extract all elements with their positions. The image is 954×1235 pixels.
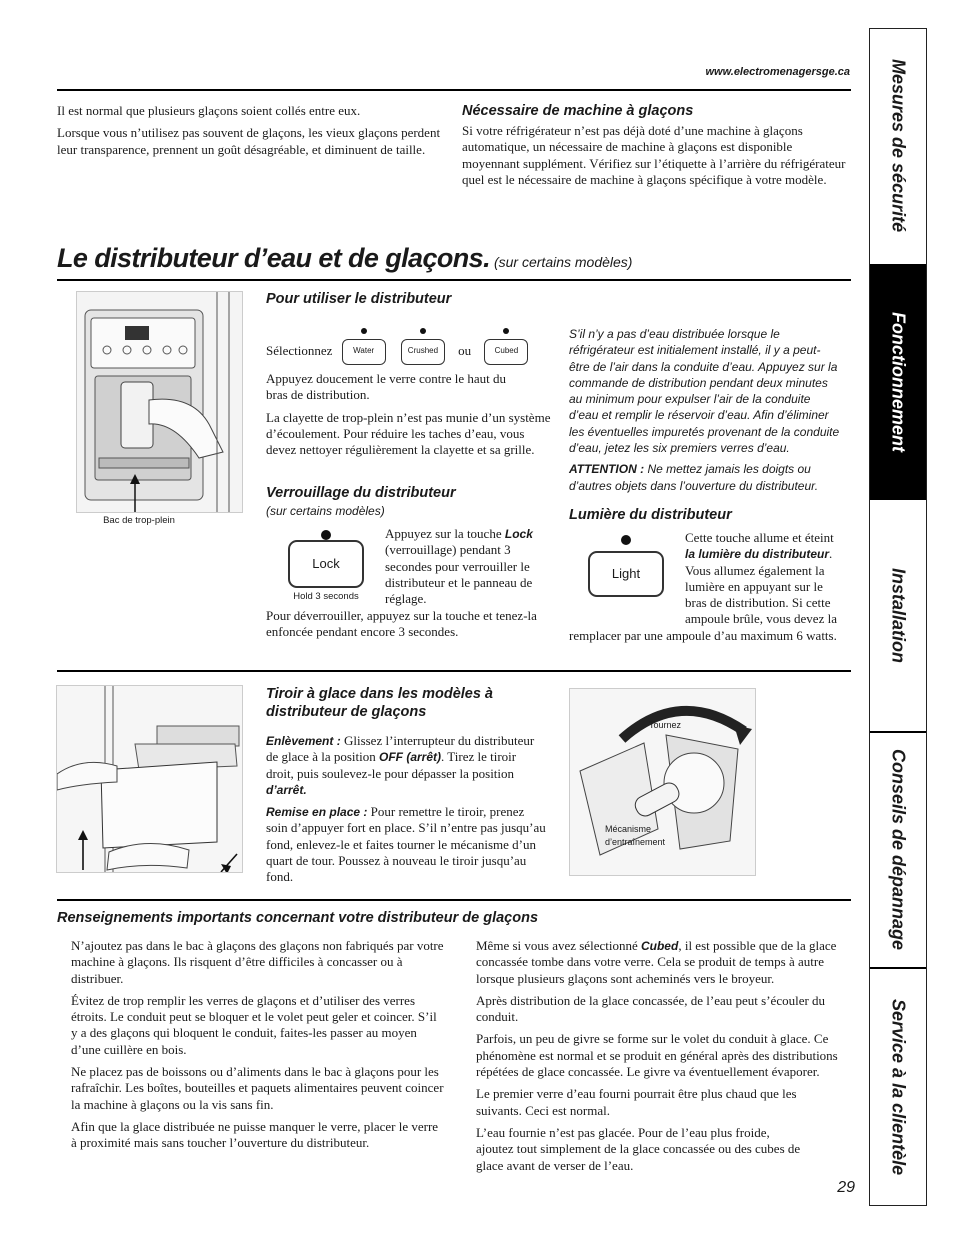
info-l4: Afin que la glace distribuée ne puisse manquer le verre, placer le verre à proximité mais sans toucher l’ouverture du distributeur. xyxy=(71,1118,439,1151)
icemaker-kit-text: Si votre réfrigérateur n’est pas déjà doté d’une machine à glaçons automatique, un nécessaire de machine à glaçons est disponible moyennant supplément. Vérifiez sur l’étiquette à l’arrière du réfrigérateur quel est le nécessaire de machine à glaçons spécifique à votre modèle. xyxy=(462,123,846,187)
info-r4: Le premier verre d’eau fourni pourrait être plus chaud que les suivants. Ceci est normal. xyxy=(476,1086,797,1118)
drawer-remove xyxy=(266,733,546,798)
tab-operation[interactable] xyxy=(870,264,926,500)
light-spacer xyxy=(569,530,685,612)
light-text xyxy=(569,530,844,644)
remove-t2: . Tirez le tiroir droit, puis soulevez-le pour dépasser la position xyxy=(266,749,517,781)
dispenser-drawing xyxy=(77,292,243,513)
info-r1 xyxy=(476,938,844,987)
header-rule xyxy=(57,89,851,91)
use-p2: La clayette de trop-plein n’est pas munie d’un système d’écoulement. Pour réduire les taches d’eau, vous devez nettoyer régulièrement la clayette et sa grille. xyxy=(266,409,551,458)
main-title-subtitle: (sur certains modèles) xyxy=(493,254,633,270)
lock-t-lock: Lock xyxy=(504,527,533,541)
title-rule xyxy=(57,279,851,281)
cubed-button[interactable] xyxy=(484,339,528,365)
info-r5: L’eau fournie n’est pas glacée. Pour de l’eau plus froide, ajoutez tout simplement de la glace concassée ou des cubes de glace avant de verser de l’eau. xyxy=(476,1124,801,1173)
light-instructions xyxy=(569,530,844,650)
lock-button-face xyxy=(288,540,364,588)
use-dispenser-heading: Pour utiliser le distributeur xyxy=(266,291,452,307)
note-air-in-line: S’il n’y a pas d’eau distribuée lorsque le réfrigérateur est initialement installé, il y a peut-être de l’air dans la conduite d’eau. Appuyez sur la commande de distribution pendant deux minutes au minimum pour expulser l’air de la conduite d’eau et remplir le réservoir d’eau. Afin d’éliminer les éventuelles impuretés provenant de la conduite d’eau, jetez les six premiers verres d’eau. xyxy=(569,327,840,456)
tab-installation[interactable] xyxy=(870,500,926,731)
important-info-heading: Renseignements importants concernant votre distributeur de glaçons xyxy=(57,910,539,926)
remove-label: Enlèvement : xyxy=(266,734,341,748)
info-r1-cubed: Cubed xyxy=(640,939,679,953)
ice-drawer-text xyxy=(266,733,546,892)
note-attention xyxy=(569,461,841,494)
section-rule-1 xyxy=(57,670,851,672)
select-label: Sélectionnez xyxy=(266,342,333,358)
tab-operation-label: Fonctionnement xyxy=(888,312,909,452)
or-label: ou xyxy=(458,342,472,358)
replace-text: Pour remettre le tiroir, prenez soin d’appuyer fort en place. S’il n’entre pas jusqu’au fond, enlevez-le et faites tourner le mécanisme d’un quart de tour. Poussez à nouveau le tiroir jusqu’au fond. xyxy=(266,804,546,885)
header-url: www.electromenagersge.ca xyxy=(705,66,850,78)
ice-drawer-drawing xyxy=(57,686,243,873)
mechanism-label-1: Mécanisme xyxy=(605,824,652,834)
light-t2: . Vous allumez également la lumière en appuyant sur le bras de distribution. Si cette ampoule brûle, vous devez la remplacer par une ampoule d’au maximum 6 watts. xyxy=(569,546,837,643)
remove-t1: Glissez l’interrupteur du distributeur de glace à la position xyxy=(266,733,535,765)
light-t-bold: la lumière du distributeur xyxy=(685,547,830,562)
info-l3: Ne placez pas de boissons ou d’aliments dans le bac à glaçons pour les rafraîchir. Les boîtes, bouteilles et paquets alimentaires peuvent coincer la machine à glaçons ou la vis sans fin. xyxy=(71,1064,444,1112)
ice-drawer-heading: Tiroir à glace dans les modèles à distributeur de glaçons xyxy=(266,686,494,720)
tab-safety[interactable] xyxy=(870,29,926,263)
icemaker-kit-section xyxy=(462,102,847,194)
drawer-replace xyxy=(266,804,546,885)
water-indicator-icon xyxy=(361,328,367,334)
mechanism-label xyxy=(605,823,665,849)
light-heading: Lumière du distributeur xyxy=(569,507,732,523)
lock-p2: Pour déverrouiller, appuyez sur la touche et tenez-la enfoncée pendant encore 3 secondes. xyxy=(266,608,537,640)
dispenser-illustration xyxy=(76,291,243,513)
page-number: 29 xyxy=(837,1179,855,1196)
tab-troubleshooting-label: Conseils de dépannage xyxy=(888,749,909,951)
lock-subheading: (sur certains modèles) xyxy=(266,504,385,518)
attention-label: ATTENTION : xyxy=(569,462,645,477)
use-dispenser-text xyxy=(266,371,551,464)
main-title-text: Le distributeur d’eau et de glaçons. xyxy=(57,243,490,273)
replace-label: Remise en place : xyxy=(266,805,368,820)
attention-text: Ne mettez jamais les doigts ou d’autres objets dans l’ouverture du distributeur. xyxy=(569,462,819,493)
use-p1: Appuyez doucement le verre contre le haut du bras de distribution. xyxy=(266,371,507,403)
info-r1-c: , il est possible que de la glace concassée tombe dans votre verre. Cela se produit de temps à autre lorsque plusieurs glaçons sont acheminés vers le broyeur. xyxy=(476,938,837,986)
ice-drawer-illustration xyxy=(56,685,243,873)
tab-customer-service-label: Service à la clientèle xyxy=(888,998,909,1176)
cubed-button-label: Cubed xyxy=(494,346,519,355)
light-t1: Cette touche allume et éteint xyxy=(685,530,834,545)
section-rule-2 xyxy=(57,899,851,901)
lock-indicator-icon xyxy=(321,530,331,540)
unlock-instructions xyxy=(266,608,551,647)
light-button-label: Light xyxy=(611,566,641,581)
lock-heading: Verrouillage du distributeur xyxy=(266,485,456,501)
main-title xyxy=(57,243,851,274)
lock-hold-label: Hold 3 seconds xyxy=(293,591,359,602)
lock-t1: Appuyez sur la touche xyxy=(385,526,505,541)
important-info-right xyxy=(476,938,844,1180)
top-left-p1: Il est normal que plusieurs glaçons soient collés entre eux. xyxy=(57,103,361,118)
lock-button[interactable] xyxy=(286,530,368,588)
top-left-text xyxy=(57,103,442,164)
tab-installation-label: Installation xyxy=(888,567,909,663)
note-section xyxy=(569,326,841,494)
info-r2: Après distribution de la glace concassée, de l’eau peut s’écouler du conduit. xyxy=(476,992,826,1025)
lock-t2: (verrouillage) pendant 3 secondes pour verrouiller le distributeur et le panneau de réglage. xyxy=(385,542,533,607)
overflow-tray-caption: Bac de trop-plein xyxy=(103,515,175,526)
tab-customer-service[interactable] xyxy=(870,969,926,1205)
water-button[interactable] xyxy=(342,339,386,365)
remove-off: OFF (arrêt) xyxy=(379,750,442,765)
remove-stop: d’arrêt. xyxy=(266,782,307,797)
lock-instructions xyxy=(385,526,542,613)
mechanism-label-2: d’entraînement xyxy=(605,837,666,847)
info-r1-a: Même si vous avez sélectionné xyxy=(476,938,641,953)
crushed-button-label: Crushed xyxy=(407,346,439,355)
lock-p1 xyxy=(385,526,542,607)
important-info-left xyxy=(71,938,446,1158)
water-button-label: Water xyxy=(353,346,375,355)
select-row xyxy=(266,339,556,365)
info-l2: Évitez de trop remplir les verres de glaçons et d’utiliser des verres étroits. Le conduit peut se bloquer et le volet peut geler et coincer. S’il y a des glaçons qui bloquent le conduit, faites-les passer au moyen d’une cuillère en bois. xyxy=(71,992,437,1057)
tab-troubleshooting[interactable] xyxy=(870,733,926,967)
info-r3: Parfois, un peu de givre se forme sur le volet du conduit à glace. Ce phénomène est normal et se produit en général après des distributions répétées de glace concassée. Le givre va éventuellement évaporer. xyxy=(476,1031,838,1080)
crushed-button[interactable] xyxy=(401,339,445,365)
top-left-p2: Lorsque vous n’utilisez pas souvent de glaçons, les vieux glaçons perdent leur transparence, prennent un goût désagréable, et diminuent de taille. xyxy=(57,125,441,157)
turn-label: Tournez xyxy=(649,720,682,730)
tab-safety-label: Mesures de sécurité xyxy=(888,59,909,233)
cubed-indicator-icon xyxy=(503,328,509,334)
lock-button-label: Lock xyxy=(312,556,340,571)
icemaker-kit-heading: Nécessaire de machine à glaçons xyxy=(462,103,694,119)
crushed-indicator-icon xyxy=(420,328,426,334)
info-l1: N’ajoutez pas dans le bac à glaçons des glaçons non fabriqués par votre machine à glaçons. Ils risquent d’être difficiles à concasser ou à distribuer. xyxy=(71,938,444,986)
